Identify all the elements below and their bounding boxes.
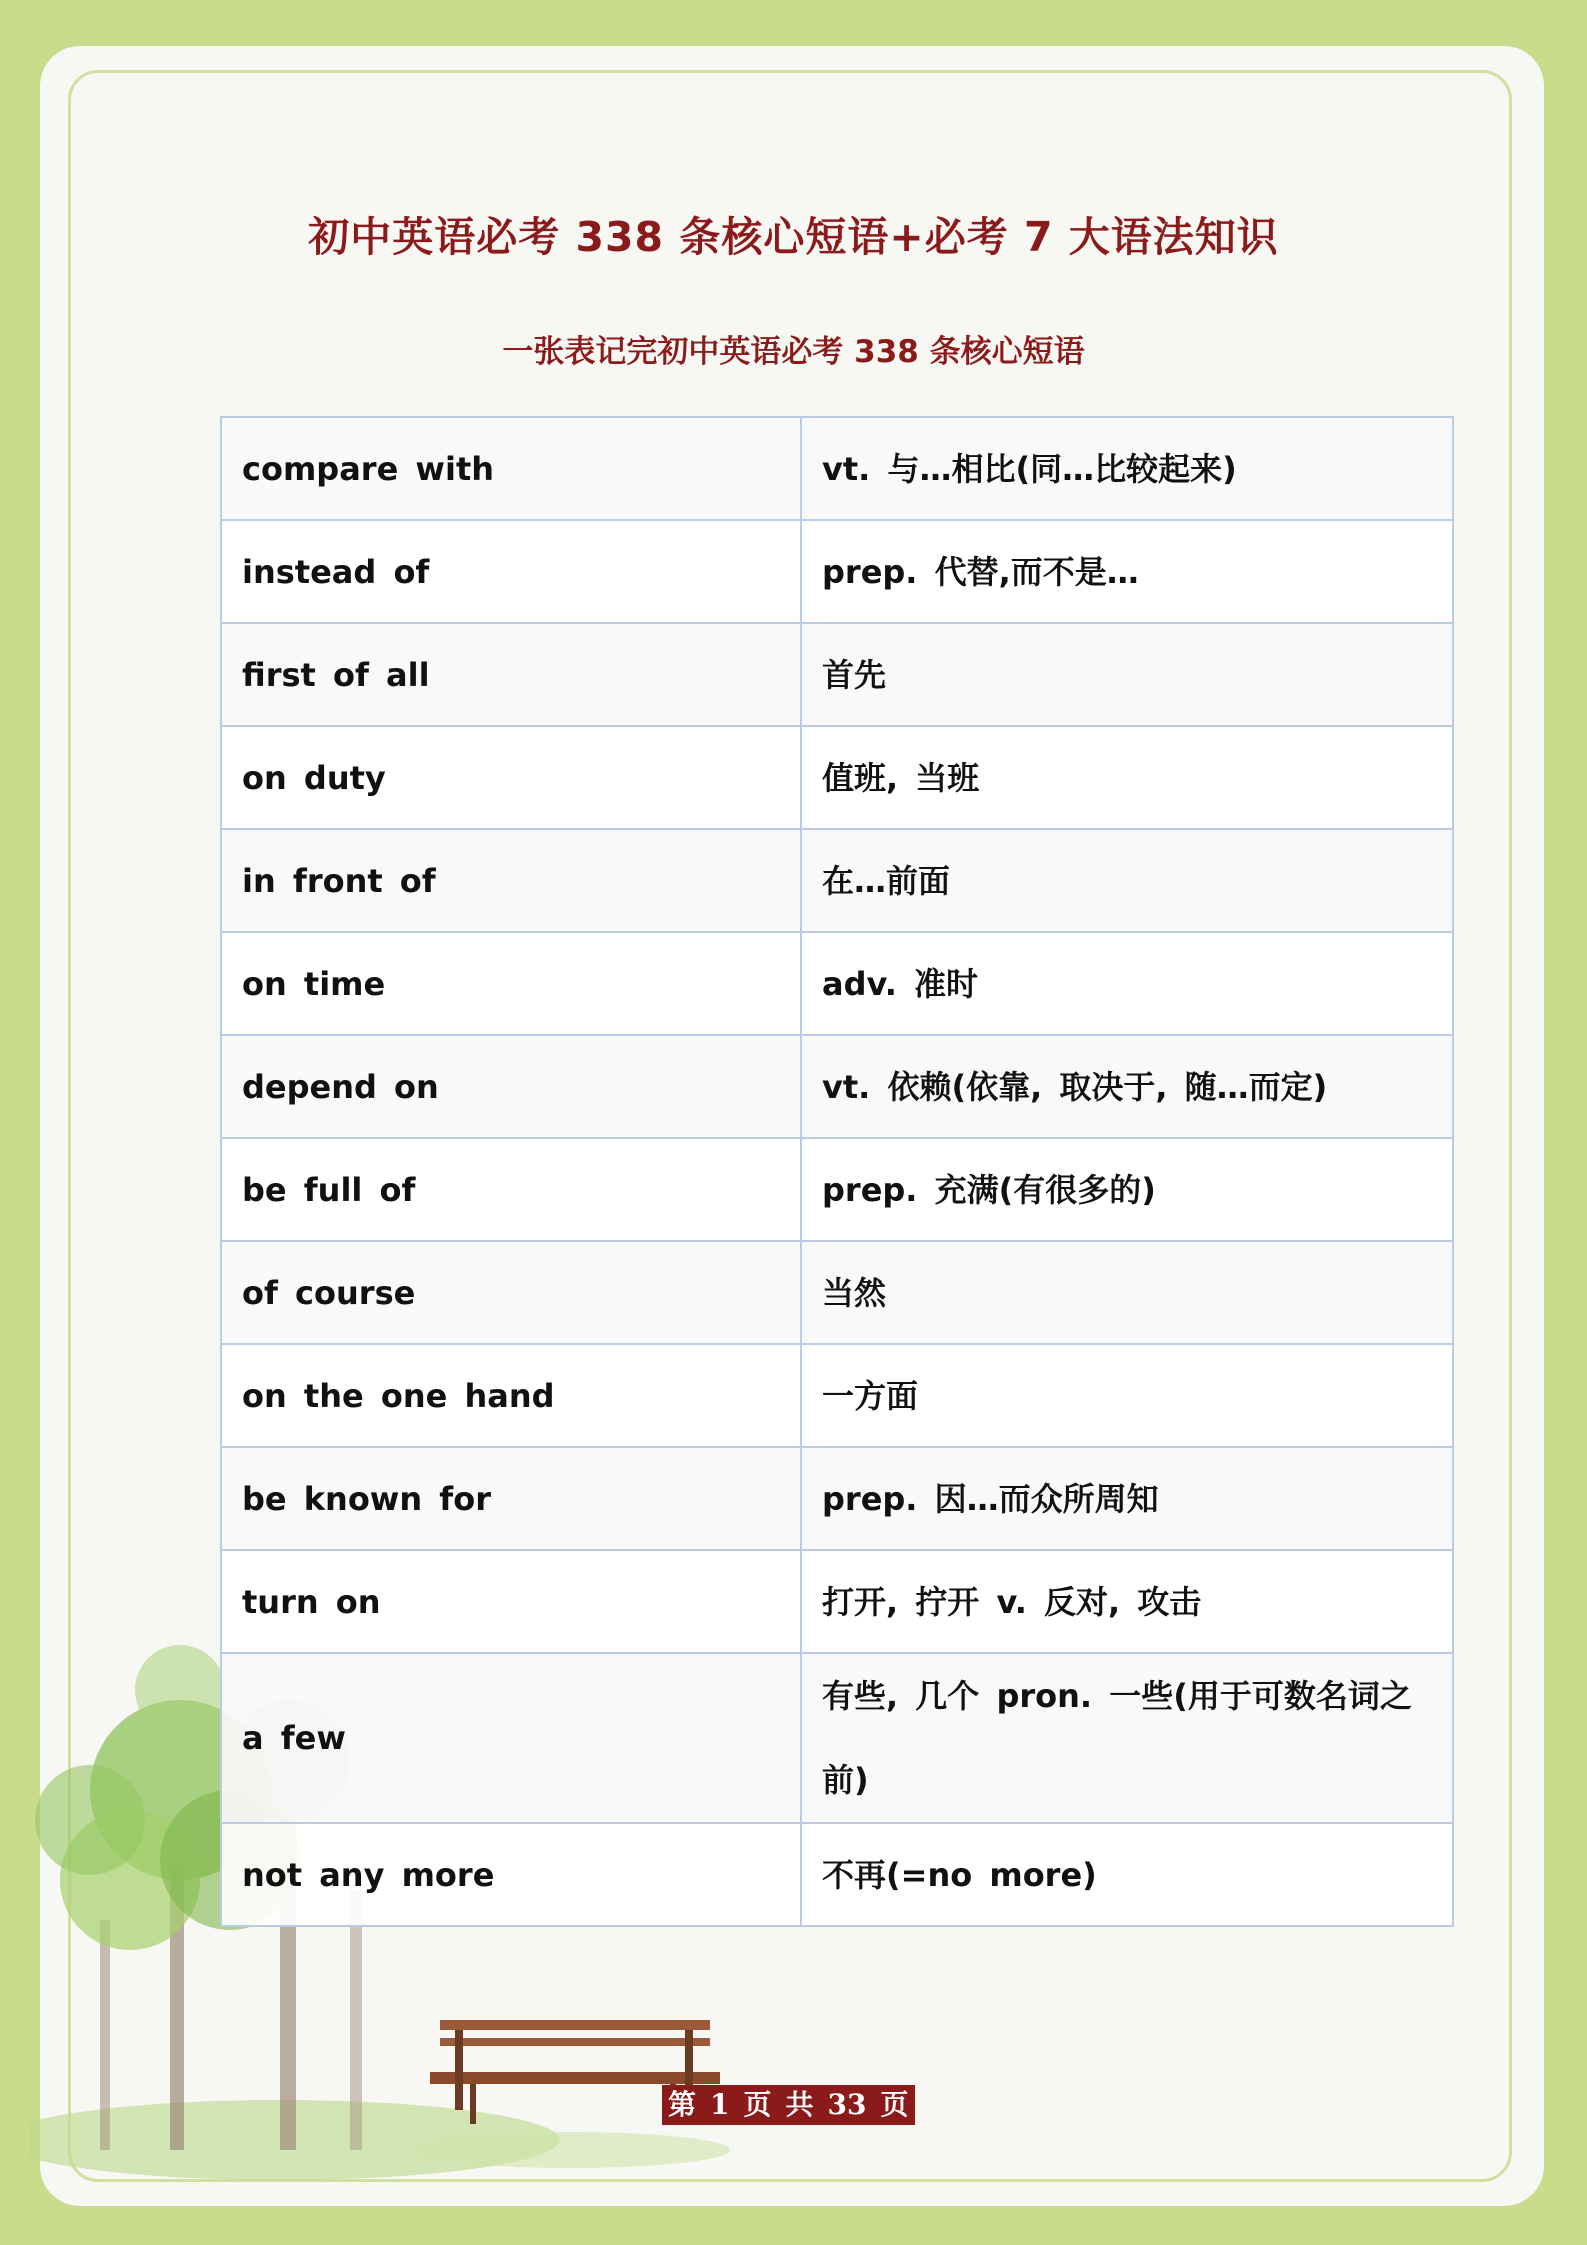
table-row <box>221 520 1453 623</box>
phrase-english: a few <box>221 1653 801 1823</box>
document-title: 初中英语必考 338 条核心短语+必考 7 大语法知识 <box>308 213 1279 261</box>
page-label-di: 第 <box>668 2088 697 2121</box>
table-row <box>221 1138 1453 1241</box>
table-row <box>221 829 1453 932</box>
page-number <box>662 2085 915 2125</box>
phrase-english: instead of <box>221 520 801 623</box>
phrase-english: on time <box>221 932 801 1035</box>
phrase-chinese: prep. 代替,而不是… <box>801 520 1453 623</box>
phrase-chinese: 一方面 <box>801 1344 1453 1447</box>
table-row <box>221 1653 1453 1823</box>
phrase-chinese: 在…前面 <box>801 829 1453 932</box>
phrase-english: of course <box>221 1241 801 1344</box>
phrase-table <box>220 416 1454 1927</box>
table-row <box>221 726 1453 829</box>
total-pages: 33 <box>827 2088 867 2121</box>
table-row <box>221 932 1453 1035</box>
phrase-english: be full of <box>221 1138 801 1241</box>
phrase-english: in front of <box>221 829 801 932</box>
document-subtitle: 一张表记完初中英语必考 338 条核心短语 <box>502 334 1085 370</box>
phrase-chinese: prep. 因…而众所周知 <box>801 1447 1453 1550</box>
table-row <box>221 623 1453 726</box>
page-label-gong: 共 <box>785 2088 814 2121</box>
phrase-english: on the one hand <box>221 1344 801 1447</box>
table-row <box>221 1550 1453 1653</box>
table-row <box>221 1241 1453 1344</box>
phrase-english: first of all <box>221 623 801 726</box>
table-row <box>221 1035 1453 1138</box>
phrase-chinese: 不再(=no more) <box>801 1823 1453 1926</box>
phrase-chinese: 打开, 拧开 v. 反对, 攻击 <box>801 1550 1453 1653</box>
phrase-english: be known for <box>221 1447 801 1550</box>
phrase-chinese: 值班, 当班 <box>801 726 1453 829</box>
phrase-english: compare with <box>221 417 801 520</box>
table-row <box>221 417 1453 520</box>
table-row <box>221 1823 1453 1926</box>
phrase-chinese: vt. 与…相比(同…比较起来) <box>801 417 1453 520</box>
phrase-english: turn on <box>221 1550 801 1653</box>
phrase-chinese: vt. 依赖(依靠, 取决于, 随…而定) <box>801 1035 1453 1138</box>
current-page: 1 <box>710 2088 730 2121</box>
phrase-english: on duty <box>221 726 801 829</box>
phrase-chinese: 有些, 几个 pron. 一些(用于可数名词之前) <box>801 1653 1453 1823</box>
phrase-english: depend on <box>221 1035 801 1138</box>
phrase-english: not any more <box>221 1823 801 1926</box>
phrase-chinese: adv. 准时 <box>801 932 1453 1035</box>
phrase-chinese: 首先 <box>801 623 1453 726</box>
page-label-ye: 页 <box>743 2088 772 2121</box>
table-row <box>221 1447 1453 1550</box>
phrase-chinese: 当然 <box>801 1241 1453 1344</box>
phrase-chinese: prep. 充满(有很多的) <box>801 1138 1453 1241</box>
page-label-ye-2: 页 <box>880 2088 909 2121</box>
table-row <box>221 1344 1453 1447</box>
